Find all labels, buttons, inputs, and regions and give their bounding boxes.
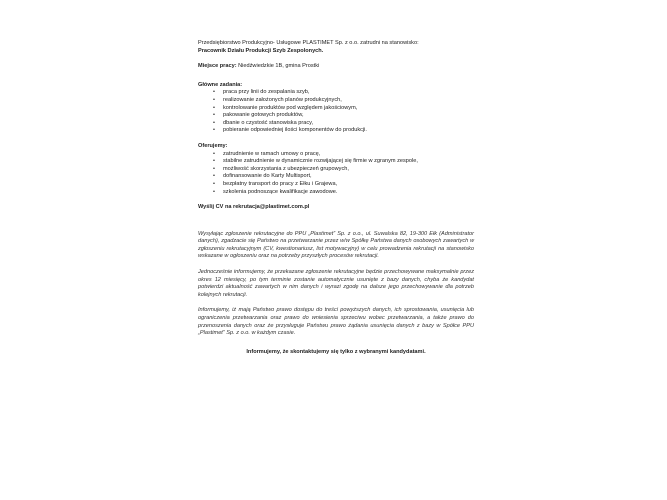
duty-item: • kontrolowanie produktów pod względem jakościowym, xyxy=(213,105,474,113)
cv-email-line: Wyślij CV na rekrutacja@plastimet.com.pl xyxy=(198,204,310,211)
offer-item: • stabilne zatrudnienie w dynamicznie rozwijającej się firmie w zgranym zespole, xyxy=(213,158,474,166)
job-posting-document xyxy=(198,40,474,356)
offer-list xyxy=(198,151,474,197)
offer-item: • szkolenia podnoszące kwalifikacje zawodowe. xyxy=(213,189,474,197)
offer-item: • zatrudnienie w ramach umowy o pracę, xyxy=(213,151,474,159)
offer-item: • bezpłatny transport do pracy z Ełku i Grajewa, xyxy=(213,181,474,189)
duty-item: • dbanie o czystość stanowiska pracy, xyxy=(213,120,474,128)
offer-heading: Oferujemy: xyxy=(198,142,228,149)
offer-item: • dofinansowanie do Karty Multisport, xyxy=(213,173,474,181)
privacy-clause-retention: Jednocześnie informujemy, że przekazane zgłoszenie rekrutacyjne będzie przechowywane maksymalnie przez okres 12 miesięcy, po tym terminie zostanie automatycznie usunięte z bazy danych, chyba że kandydat potwierdzi aktualność zawartych w nim danych i wyrazi zgodę na dalsze jego przechowywanie dla potrzeb kolejnych rekrutacji. xyxy=(198,269,474,298)
duties-heading: Główne zadania: xyxy=(198,81,243,88)
duty-item: • realizowanie założonych planów produkcyjnych, xyxy=(213,97,474,105)
duties-list xyxy=(198,89,474,135)
intro-text: Przedsiębiorstwo Produkcyjno- Usługowe PLASTIMET Sp. z o.o. zatrudni na stanowisko: xyxy=(198,40,419,46)
workplace-line xyxy=(198,63,474,71)
duty-item: • pakowanie gotowych produktów, xyxy=(213,112,474,120)
duty-item: • praca przy linii do zespalania szyb, xyxy=(213,89,474,97)
position-title: Pracownik Działu Produkcji Szyb Zespolonych. xyxy=(198,47,324,54)
workplace-label: Miejsce pracy: xyxy=(198,63,237,70)
offer-item: • możliwość skorzystania z ubezpieczeń grupowych, xyxy=(213,166,474,174)
closing-note: Informujemy, że skontaktujemy się tylko z wybranymi kandydatami. xyxy=(246,348,426,355)
workplace-value: Niedźwiedzkie 1B, gmina Prostki xyxy=(236,63,320,70)
privacy-clause-consent: Wysyłając zgłoszenie rekrutacyjne do PPU „Plastimet” Sp. z o.o., ul. Suwalska 82, 19-300 Ełk (Administrator danych), zgadzacie się Państwo na przetwarzanie przez w/w Spółkę Państwa danych osobowych zawartych w zgłoszeniu rekrutacyjnym (CV, kwestionariusz, list motywacyjny) w celu prowadzenia rekrutacji na stanowisko wskazane w ogłoszeniu oraz na potrzeby przyszłych procesów rekrutacji. xyxy=(198,230,474,260)
privacy-clause-rights: Informujemy, iż mają Państwo prawo dostępu do treści powyższych danych, ich sprostowania, usunięcia lub ograniczenia przetwarzania oraz prawo do wniesienia sprzeciwu wobec przetwarzania, a także prawo do przenoszenia danych oraz że przysługuje Państwu prawo żądania usunięcia danych z bazy w Spółce PPU „Plastimet” Sp. z o.o. w każdym czasie. xyxy=(198,307,474,337)
duty-item: • pobieranie odpowiedniej ilości komponentów do produkcji. xyxy=(213,127,474,135)
